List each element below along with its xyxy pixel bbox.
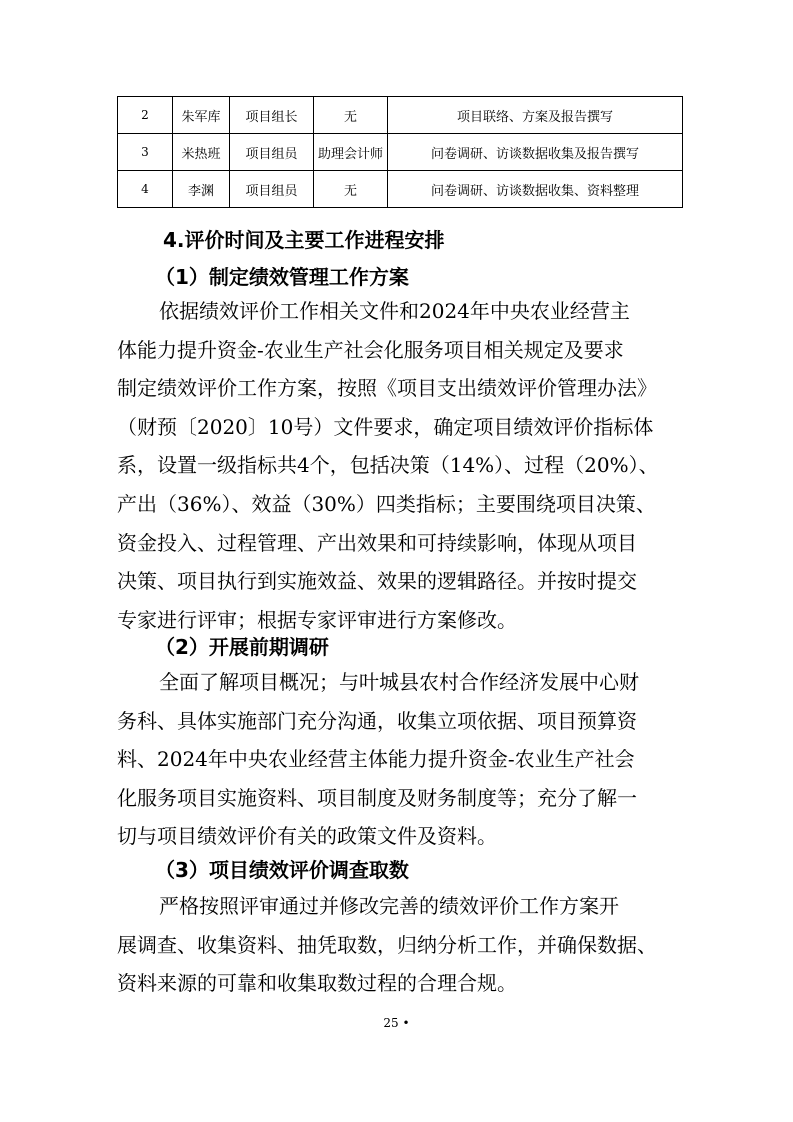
cell-name: 朱军库 — [173, 97, 230, 134]
cell-no: 3 — [118, 134, 173, 171]
paragraph-line: 系，设置一级指标共4个，包括决策（14%）、过程（20%）、 — [117, 453, 659, 478]
table-row — [118, 97, 683, 134]
paragraph-line: （财预〔2020〕10号）文件要求，确定项目绩效评价指标体 — [117, 414, 654, 439]
paragraph-line: 化服务项目实施资料、项目制度及财务制度等；充分了解一 — [117, 785, 637, 810]
team-table — [117, 96, 683, 208]
paragraph-line: 专家进行评审；根据专家评审进行方案修改。 — [117, 607, 517, 632]
cell-duty: 问卷调研、访谈数据收集、资料整理 — [388, 171, 683, 208]
subsection-heading-3: （3）项目绩效评价调查取数 — [155, 858, 409, 882]
cell-title: 无 — [314, 171, 388, 208]
paragraph-line: 决策、项目执行到实施效益、效果的逻辑路径。并按时提交 — [117, 569, 637, 594]
paragraph-line: 料、2024年中央农业经营主体能力提升资金-农业生产社会 — [117, 747, 635, 772]
cell-role: 项目组长 — [230, 97, 314, 134]
paragraph-line: 体能力提升资金-农业生产社会化服务项目相关规定及要求 — [117, 337, 624, 362]
subsection-heading-1: （1）制定绩效管理工作方案 — [155, 265, 409, 289]
cell-name: 李渊 — [173, 171, 230, 208]
paragraph-line: 务科、具体实施部门充分沟通，收集立项依据、项目预算资 — [117, 708, 637, 733]
paragraph-2 — [117, 663, 677, 856]
paragraph-line: 严格按照评审通过并修改完善的绩效评价工作方案开 — [159, 894, 619, 918]
cell-no: 4 — [118, 171, 173, 208]
paragraph-line: 展调查、收集资料、抽凭取数，归纳分析工作，并确保数据、 — [117, 932, 657, 957]
cell-title: 无 — [314, 97, 388, 134]
cell-duty: 问卷调研、访谈数据收集及报告撰写 — [388, 134, 683, 171]
page-number: 25 • — [383, 1016, 410, 1030]
cell-duty: 项目联络、方案及报告撰写 — [388, 97, 683, 134]
cell-role: 项目组员 — [230, 134, 314, 171]
table-row — [118, 171, 683, 208]
cell-title: 助理会计师 — [314, 134, 388, 171]
paragraph-line: 资料来源的可靠和收集取数过程的合理合规。 — [117, 971, 517, 996]
paragraph-line: 全面了解项目概况；与叶城县农村合作经济发展中心财 — [159, 670, 639, 694]
cell-no: 2 — [118, 97, 173, 134]
section-heading: 4.评价时间及主要工作进程安排 — [163, 228, 445, 252]
subsection-heading-2: （2）开展前期调研 — [155, 635, 329, 659]
paragraph-line: 产出（36%）、效益（30%）四类指标；主要围绕项目决策、 — [117, 491, 656, 516]
paragraph-line: 制定绩效评价工作方案，按照《项目支出绩效评价管理办法》 — [117, 376, 657, 401]
paragraph-line: 资金投入、过程管理、产出效果和可持续影响，体现从项目 — [117, 530, 637, 555]
cell-name: 米热班 — [173, 134, 230, 171]
paragraph-line: 依据绩效评价工作相关文件和2024年中央农业经营主 — [159, 299, 630, 323]
table-row — [118, 134, 683, 171]
paragraph-3 — [117, 887, 677, 1003]
cell-role: 项目组员 — [230, 171, 314, 208]
paragraph-line: 切与项目绩效评价有关的政策文件及资料。 — [117, 824, 497, 849]
paragraph-1 — [117, 292, 677, 639]
